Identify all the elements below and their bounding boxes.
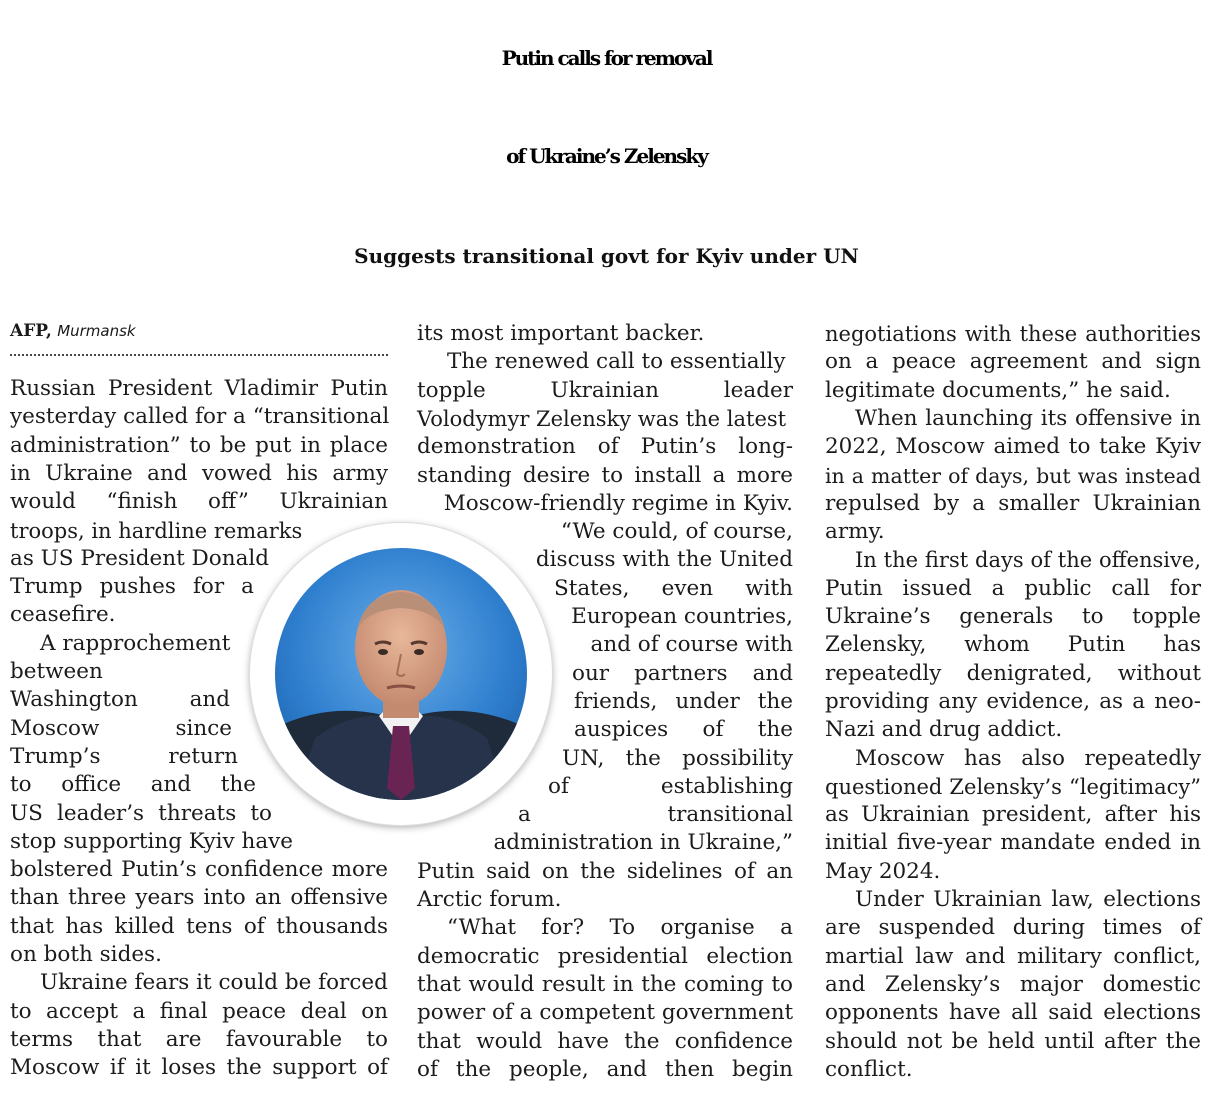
text-line: demonstration of Putin’s long- xyxy=(417,434,793,460)
text-line: topple Ukrainian leader xyxy=(417,377,793,403)
text-line: repeatedly denigrated, without xyxy=(825,660,1201,686)
text-line: democratic presidential election xyxy=(417,943,793,969)
text-line: on both sides. xyxy=(10,942,162,967)
text-line: Russian President Vladimir Putin xyxy=(10,376,388,401)
text-line: administration in Ukraine,” xyxy=(493,830,793,856)
byline xyxy=(10,320,136,342)
text-line: as US President Donald xyxy=(10,545,270,571)
text-line: negotiations with these authorities xyxy=(825,322,1201,346)
text-line: questioned Zelensky’s “legitimacy” xyxy=(825,774,1201,799)
text-line: Zelensky, whom Putin has xyxy=(825,632,1201,658)
text-line: auspices of the xyxy=(574,717,793,743)
text-line: standing desire to install a more xyxy=(417,462,793,488)
text-line: that would result in the coming to xyxy=(417,971,793,997)
text-line: Moscow has also repeatedly xyxy=(855,745,1201,771)
text-line: stop supporting Kyiv have xyxy=(10,828,294,854)
text-line: of the people, and then begin xyxy=(417,1056,793,1082)
text-line: May 2024. xyxy=(825,858,941,884)
text-line: to office and the xyxy=(10,772,256,798)
text-line: Ukraine’s generals to topple xyxy=(825,604,1201,629)
text-line: that would have the confidence xyxy=(417,1028,793,1054)
text-line: States, even with xyxy=(554,575,793,601)
text-line: bolstered Putin’s confidence more xyxy=(10,857,388,883)
text-line: ceasefire. xyxy=(10,602,116,628)
byline-divider xyxy=(10,354,388,356)
text-line: legitimate documents,” he said. xyxy=(825,377,1171,403)
text-line: a transitional xyxy=(518,802,793,828)
text-line: administration” to be put in place xyxy=(10,432,388,458)
text-line: “We could, of course, xyxy=(560,519,793,545)
text-line: martial law and military conflict, xyxy=(825,943,1201,969)
text-line: of establishing xyxy=(548,773,793,799)
text-line: as Ukrainian president, after his xyxy=(825,802,1201,828)
text-line: its most important backer. xyxy=(417,321,705,346)
text-line: on a peace agreement and sign xyxy=(825,349,1201,375)
text-line: Nazi and drug addict. xyxy=(825,717,1063,743)
text-line: repulsed by a smaller Ukrainian xyxy=(825,490,1201,516)
text-line: In the first days of the offensive, xyxy=(855,548,1201,573)
text-line: troops, in hardline remarks xyxy=(10,518,303,543)
text-line: yesterday called for a “transitional xyxy=(10,404,390,430)
text-line: Washington and xyxy=(10,687,230,713)
text-line: Moscow if it loses the support of xyxy=(10,1055,388,1081)
text-line: Under Ukrainian law, elections xyxy=(855,887,1201,912)
text-line: initial five-year mandate ended in xyxy=(825,830,1201,856)
text-line: that has killed tens of thousands xyxy=(10,913,388,939)
text-line: Moscow-friendly regime in Kyiv. xyxy=(443,490,793,516)
text-line: would “finish off” Ukrainian xyxy=(10,489,388,515)
text-line: When launching its offensive in xyxy=(855,405,1201,431)
text-line: 2022, Moscow aimed to take Kyiv xyxy=(825,434,1201,460)
text-line: Trump’s return xyxy=(10,743,238,769)
portrait-image xyxy=(275,548,527,800)
text-line: power of a competent government xyxy=(417,1000,794,1026)
text-line: US leader’s threats to xyxy=(10,800,272,826)
text-line: Trump pushes for a xyxy=(10,574,254,600)
text-line: and of course with xyxy=(590,632,793,658)
text-line: Volodymyr Zelensky was the latest xyxy=(417,406,787,431)
text-line: should not be held until after the xyxy=(825,1028,1201,1054)
text-line: terms that are favourable to xyxy=(10,1026,388,1052)
text-line: friends, under the xyxy=(574,688,793,714)
text-line: our partners and xyxy=(572,660,793,686)
text-line: UN, the possibility xyxy=(562,745,793,771)
text-line: discuss with the United xyxy=(535,547,793,573)
text-line: European countries, xyxy=(571,604,793,629)
text-line: to accept a final peace deal on xyxy=(10,998,388,1024)
text-line: “What for? To organise a xyxy=(447,915,793,941)
text-line: in a matter of days, but was instead xyxy=(825,463,1201,488)
text-line: between xyxy=(10,659,103,684)
text-line: in Ukraine and vowed his army xyxy=(10,460,388,486)
text-line: Moscow since xyxy=(10,715,232,741)
text-line: than three years into an offensive xyxy=(10,885,388,911)
subheadline: Suggests transitional govt for Kyiv under UN xyxy=(354,244,859,268)
text-line: are suspended during times of xyxy=(825,915,1201,941)
text-line: The renewed call to essentially xyxy=(447,349,786,375)
byline-source: AFP, xyxy=(10,321,52,341)
text-line: and Zelensky’s major domestic xyxy=(825,971,1201,997)
text-line: A rapprochement xyxy=(40,630,231,656)
text-line: conflict. xyxy=(825,1056,913,1082)
text-line: army. xyxy=(825,519,885,545)
byline-location: Murmansk xyxy=(57,322,136,340)
text-line: Putin issued a public call for xyxy=(825,575,1201,601)
headline-line-1: Putin calls for removal xyxy=(501,46,712,70)
text-line: Ukraine fears it could be forced xyxy=(40,970,388,996)
headline-line-2: of Ukraine’s Zelensky xyxy=(506,144,707,168)
portrait-photo xyxy=(250,523,552,825)
text-line: opponents have all said elections xyxy=(825,1000,1201,1026)
text-line: providing any evidence, as a neo- xyxy=(825,688,1201,714)
text-line: Arctic forum. xyxy=(417,887,562,912)
text-line: Putin said on the sidelines of an xyxy=(417,858,793,884)
